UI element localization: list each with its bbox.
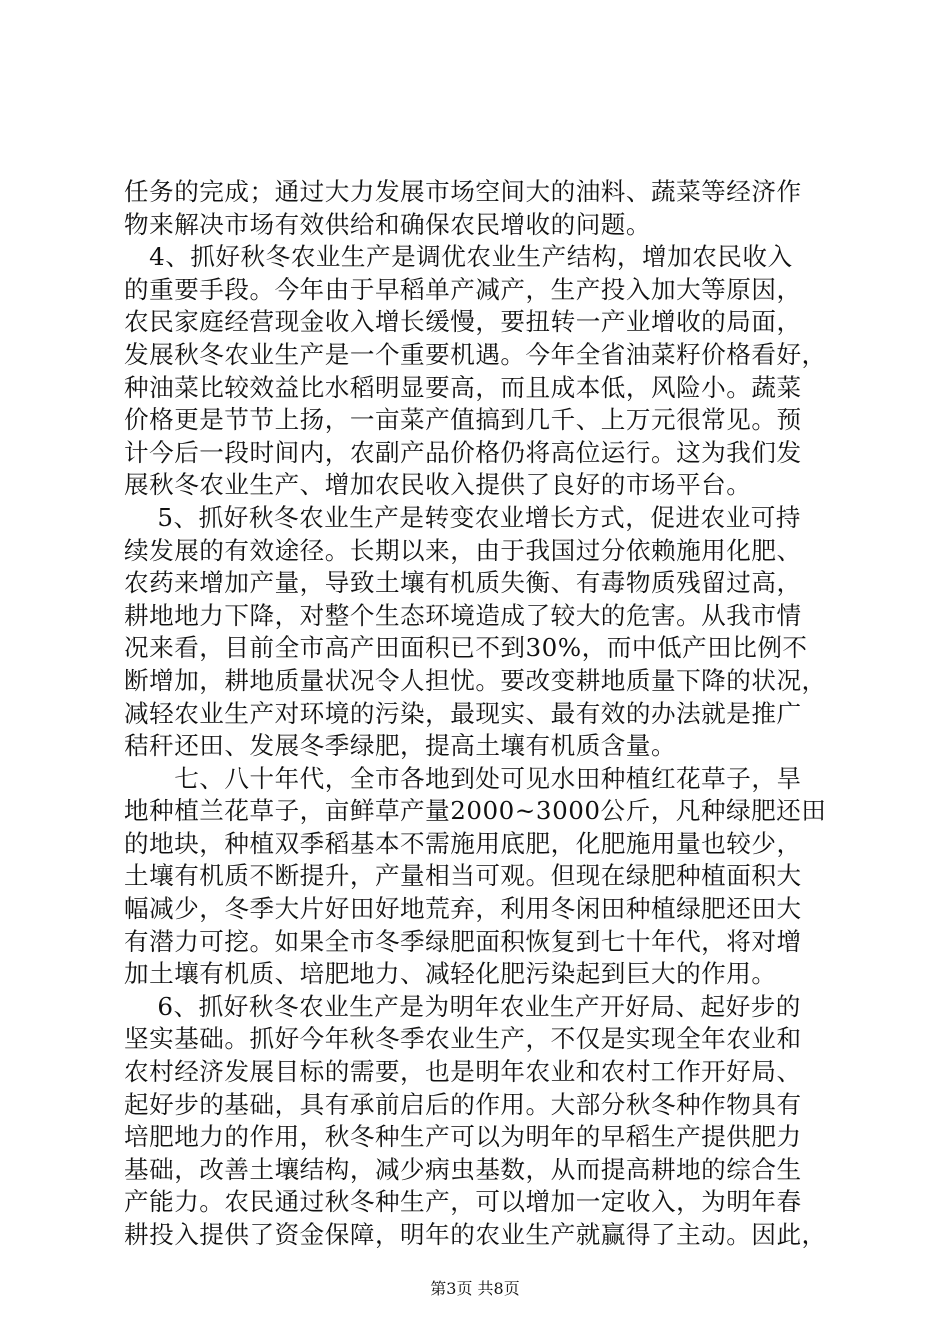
text-line: 基础，改善土壤结构，减少病虫基数，从而提高耕地的综合生 (124, 1154, 802, 1184)
text-line: 起好步的基础，具有承前启后的作用。大部分秋冬种作物具有 (124, 1089, 802, 1119)
body-text (124, 176, 827, 1252)
text-line: 物来解决市场有效供给和确保农民增收的问题。 (124, 209, 651, 239)
text-line: 有潜力可挖。如果全市冬季绿肥面积恢复到七十年代，将对增 (124, 926, 802, 956)
text-line: 耕地地力下降，对整个生态环境造成了较大的危害。从我市情 (124, 600, 802, 630)
text-line: 断增加，耕地质量状况令人担忧。要改变耕地质量下降的状况， (124, 665, 827, 695)
text-line: 4、抓好秋冬农业生产是调优农业生产结构，增加农民收入 (124, 242, 793, 272)
text-line: 培肥地力的作用，秋冬种生产可以为明年的早稻生产提供肥力 (124, 1122, 802, 1152)
text-line: 秸秆还田、发展冬季绿肥，提高土壤有机质含量。 (124, 731, 677, 761)
text-line: 5、抓好秋冬农业生产是转变农业增长方式，促进农业可持 (124, 502, 801, 532)
text-line: 七、八十年代，全市各地到处可见水田种植红花草子，旱 (124, 763, 802, 793)
text-line: 地种植兰花草子，亩鲜草产量2000~3000公斤，凡种绿肥还田 (124, 796, 827, 826)
text-line: 的地块，种植双季稻基本不需施用底肥，化肥施用量也较少， (124, 828, 802, 858)
text-line: 农民家庭经营现金收入增长缓慢，要扭转一产业增收的局面， (124, 307, 802, 337)
text-line: 续发展的有效途径。长期以来，由于我国过分依赖施用化肥、 (124, 535, 802, 565)
text-line: 任务的完成；通过大力发展市场空间大的油料、蔬菜等经济作 (124, 177, 802, 206)
text-line: 的重要手段。今年由于早稻单产减产，生产投入加大等原因， (124, 274, 802, 304)
text-line: 展秋冬农业生产、增加农民收入提供了良好的市场平台。 (124, 470, 752, 500)
text-line: 农村经济发展目标的需要，也是明年农业和农村工作开好局、 (124, 1057, 802, 1087)
text-line: 幅减少，冬季大片好田好地荒弃，利用冬闲田种植绿肥还田大 (124, 894, 802, 924)
page-number: 第3页 共8页 (430, 1279, 520, 1298)
text-line: 坚实基础。抓好今年秋冬季农业生产，不仅是实现全年农业和 (124, 1024, 802, 1054)
text-line: 发展秋冬农业生产是一个重要机遇。今年全省油菜籽价格看好， (124, 339, 827, 369)
text-line: 农药来增加产量，导致土壤有机质失衡、有毒物质残留过高， (124, 568, 802, 598)
text-line: 6、抓好秋冬农业生产是为明年农业生产开好局、起好步的 (124, 991, 801, 1021)
text-line: 产能力。农民通过秋冬种生产，可以增加一定收入，为明年春 (124, 1187, 802, 1217)
text-line: 价格更是节节上扬，一亩菜产值搞到几千、上万元很常见。预 (124, 405, 802, 435)
text-line: 况来看，目前全市高产田面积已不到30%，而中低产田比例不 (124, 633, 808, 663)
text-line: 减轻农业生产对环境的污染，最现实、最有效的办法就是推广 (124, 698, 802, 728)
text-line: 种油菜比较效益比水稻明显要高，而且成本低，风险小。蔬菜 (124, 372, 802, 402)
text-line: 土壤有机质不断提升，产量相当可观。但现在绿肥种植面积大 (124, 861, 802, 891)
text-line: 计今后一段时间内，农副产品价格仍将高位运行。这为我们发 (124, 437, 802, 467)
text-line: 加土壤有机质、培肥地力、减轻化肥污染起到巨大的作用。 (124, 959, 777, 989)
text-line: 耕投入提供了资金保障，明年的农业生产就赢得了主动。因此， (124, 1220, 827, 1249)
